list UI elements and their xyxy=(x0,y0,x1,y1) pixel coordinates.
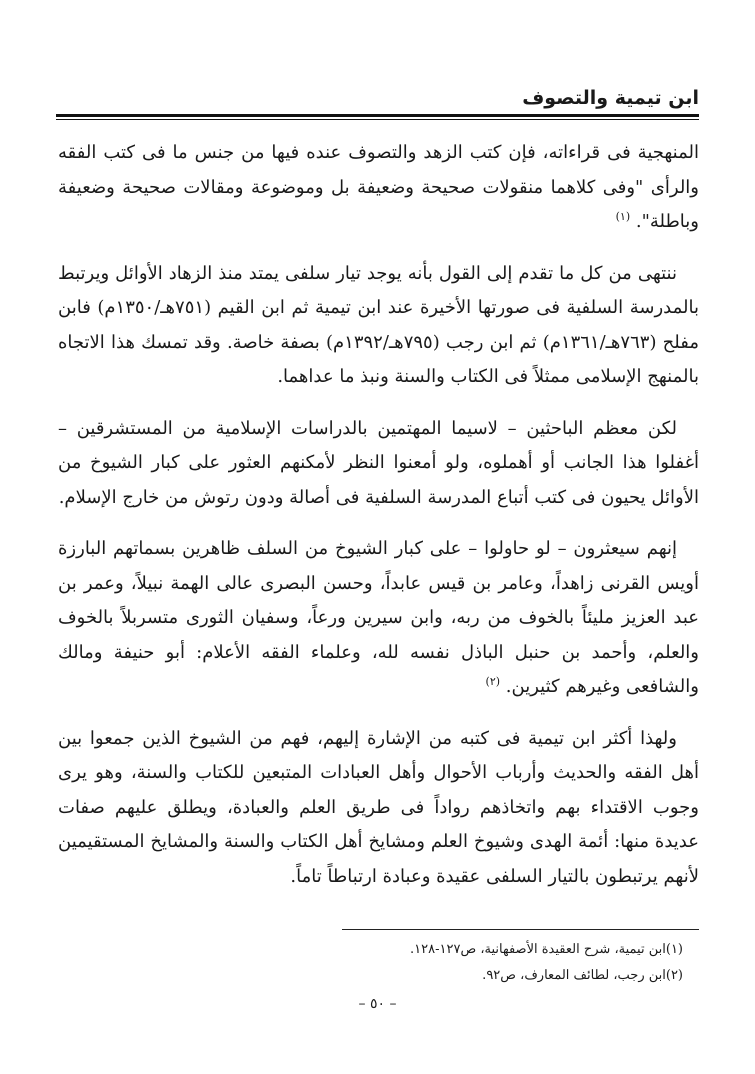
page-number: – ٥٠ – xyxy=(358,996,397,1012)
header-rule-thin xyxy=(56,119,699,120)
body-text xyxy=(58,136,699,911)
footnote-ref: (١) xyxy=(615,210,631,223)
footnote-separator xyxy=(342,929,699,930)
header-rule xyxy=(56,114,699,117)
paragraph xyxy=(58,722,699,895)
footnotes xyxy=(120,937,683,989)
paragraph-text: ننتهى من كل ما تقدم إلى القول بأنه يوجد تيار سلفى يمتد منذ الزهاد الأوائل ويرتبط بالمدرسة السلفية فى صورتها الأخيرة عند ابن تيمية ثم ابن القيم (٧٥١هـ/١٣٥٠م) فابن مفلح (٧٦٣هـ/١٣٦١م) ثم ابن رجب (٧٩٥هـ/١٣٩٢م) بصفة خاصة. وقد تمسك هذا الاتجاه بالمنهج الإسلامى ممثلاً فى الكتاب والسنة ونبذ ما عداهما. xyxy=(58,262,699,387)
footnote: (٢)ابن رجب، لطائف المعارف، ص٩٢. xyxy=(482,968,683,983)
paragraph xyxy=(58,532,699,705)
footnote: (١)ابن تيمية، شرح العقيدة الأصفهانية، ص١٢٧-١٢٨. xyxy=(410,942,683,957)
footnote-ref: (٢) xyxy=(485,675,501,688)
paragraph-text: لكن معظم الباحثين – لاسيما المهتمين بالدراسات الإسلامية من المستشرقين – أغفلوا هذا الجانب أو أهملوه، ولو أمعنوا النظر لأمكنهم العثور على كبار الشيوخ من الأوائل يحيون فى كتب أتباع المدرسة السلفية فى أصالة ودون رتوش من خارج الإسلام. xyxy=(58,417,699,508)
running-header: ابن تيمية والتصوف xyxy=(522,87,699,109)
paragraph-text: ولهذا أكثر ابن تيمية فى كتبه من الإشارة إليهم، فهم من الشيوخ الذين جمعوا بين أهل الفقه والحديث وأرباب الأحوال وأهل العبادات المتبعين للكتاب والسنة، وهو يرى وجوب الاقتداء بهم واتخاذهم رواداً فى طريق العلم والعبادة، ويطلق عليهم صفات عديدة منها: أئمة الهدى وشيوخ العلم ومشايخ أهل الكتاب والسنة والمشايخ المستقيمين لأنهم يرتبطون بالتيار السلفى عقيدة وعبادة ارتباطاً تاماً. xyxy=(58,727,700,887)
paragraph xyxy=(58,136,699,240)
paragraph-text: إنهم سيعثرون – لو حاولوا – على كبار الشيوخ من السلف ظاهرين بسماتهم البارزة أويس القرنى زاهداً، وعامر بن قيس عابداً، وحسن البصرى عالى الهمة نبيلاً، وعمر بن عبد العزيز مليئاً بالخوف من ربه، وابن سيرين ورعاً، وسفيان الثورى متسربلاً بالخوف والعلم، وأحمد بن حنبل الباذل نفسه لله، وعلماء الفقه الأعلام: أبو حنيفة ومالك والشافعى وغيرهم كثيرين. xyxy=(58,538,699,697)
paragraph xyxy=(58,257,699,395)
paragraph xyxy=(58,412,699,516)
paragraph-text: المنهجية فى قراءاته، فإن كتب الزهد والتصوف عنده فيها من جنس ما فى كتب الفقه والرأى "وفى كلاهما منقولات صحيحة وضعيفة بل وموضوعة ومقالات صحيحة وضعيفة وباطلة". xyxy=(58,142,699,232)
